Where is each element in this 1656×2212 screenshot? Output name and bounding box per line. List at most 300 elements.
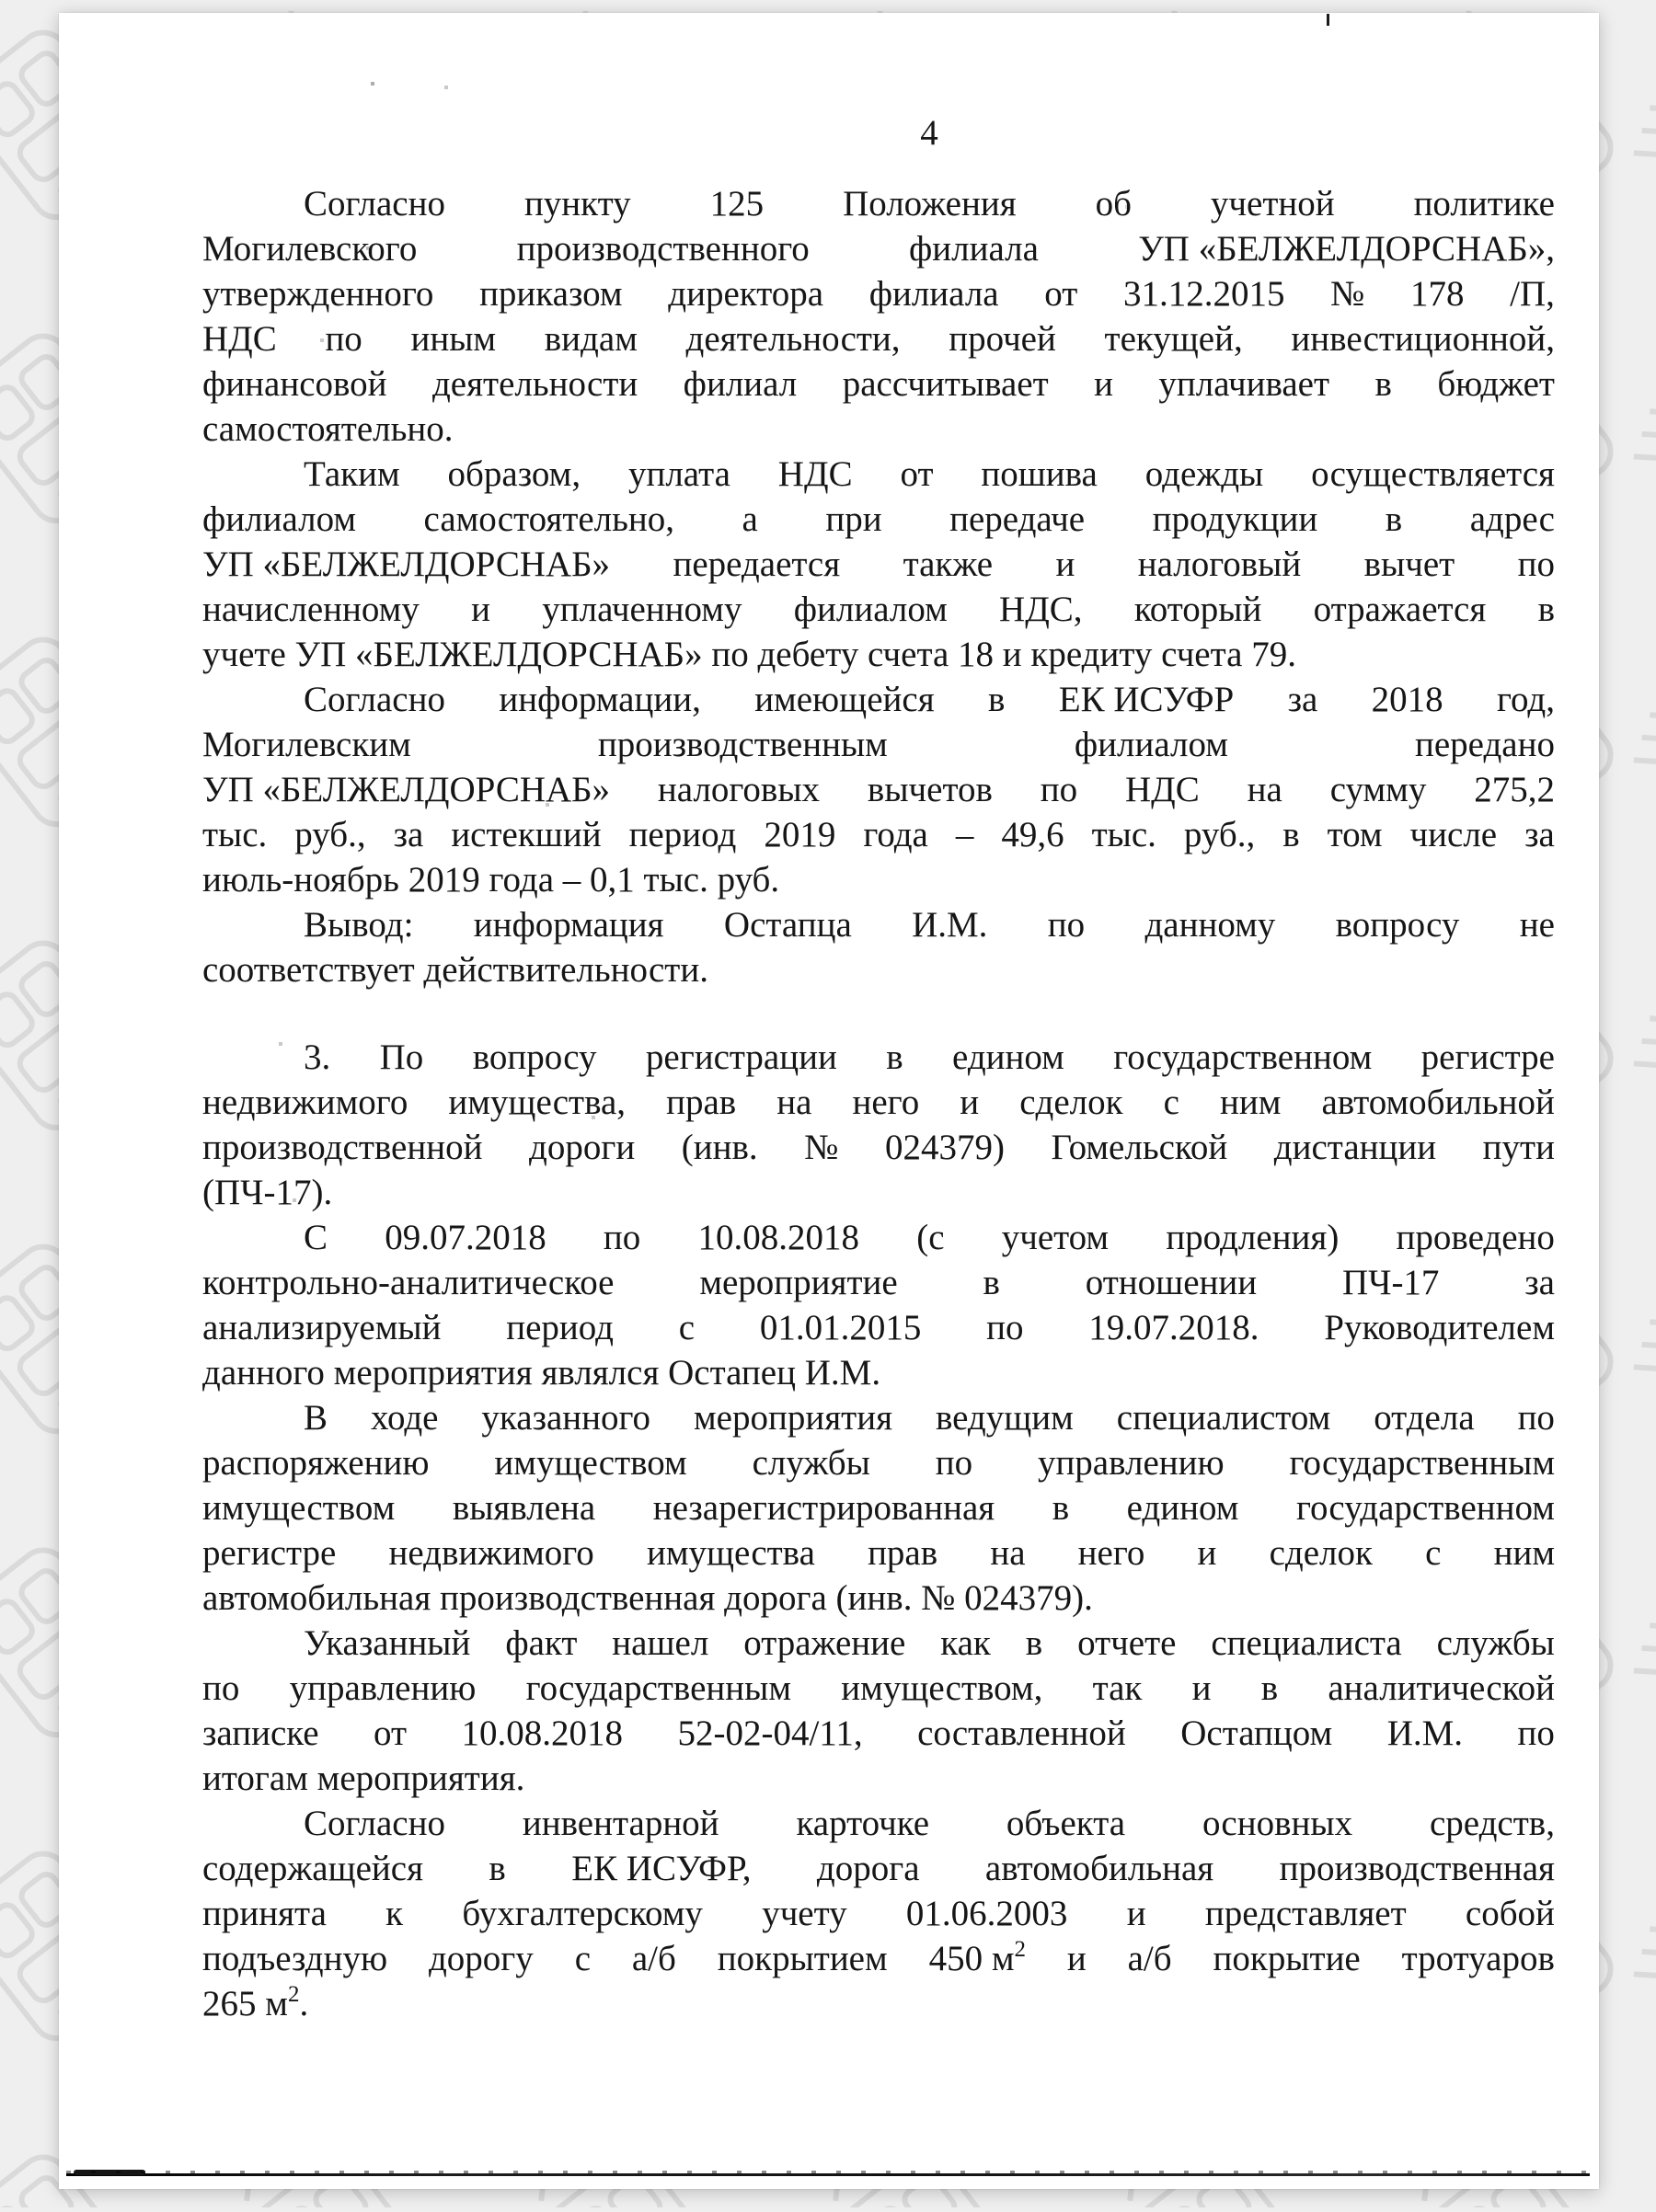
text-word: представляет (1204, 1894, 1407, 1933)
text-line (202, 1801, 1555, 1846)
text-line (202, 1981, 1555, 2026)
text-word: год, (1496, 680, 1555, 719)
text-line (202, 1035, 1555, 1080)
text-word: уплачивает (1158, 364, 1330, 404)
text-word: Руководителем (1324, 1308, 1555, 1347)
text-word: года (863, 815, 928, 854)
text-word: 178 (1409, 274, 1465, 314)
text-word: едином (952, 1037, 1064, 1077)
text-word: соответствует действительности. (202, 950, 708, 990)
text-word: И.М. (1386, 1713, 1464, 1753)
text-word: Согласно (304, 184, 445, 223)
text-word: службы (752, 1443, 870, 1483)
text-word: в (983, 1263, 1000, 1302)
text-word: передается (673, 544, 841, 584)
text-word: собой (1465, 1894, 1555, 1933)
text-word: имущества (646, 1533, 815, 1573)
text-word: иным (410, 319, 497, 359)
text-word: в (1025, 1623, 1043, 1663)
text-word: 3. (304, 1037, 331, 1077)
text-word: специалиста (1211, 1623, 1402, 1663)
text-word: имеющейся (754, 680, 935, 719)
text-word: 125 (709, 184, 765, 223)
text-word: в (1537, 590, 1555, 629)
text-word: прочей (949, 319, 1056, 359)
text-word: Могилевским (202, 725, 411, 764)
text-line (202, 1756, 1555, 1801)
text-word: Вывод: (304, 905, 414, 945)
text-word: подъездную (202, 1939, 388, 1978)
text-word: и (1126, 1894, 1146, 1933)
text-word: истекший (451, 815, 602, 854)
scan-bottom-line-artifact (66, 2173, 1590, 2176)
text-word: пункту (523, 184, 631, 223)
text-line (202, 1080, 1555, 1125)
text-word: объекта (1006, 1804, 1126, 1843)
text-word: данному (1144, 905, 1276, 945)
text-word: по (325, 319, 362, 359)
text-word: 450 $м^2$ (928, 1937, 1026, 1978)
text-word: рассчитывает (842, 364, 1049, 404)
text-word: № (1330, 274, 1365, 314)
text-word: покрытие (1213, 1939, 1361, 1978)
superscript-2: 2 (287, 1982, 300, 2007)
text-word: и (471, 590, 491, 629)
text-word: по (1517, 544, 1555, 584)
text-word: имуществом, (841, 1668, 1043, 1708)
text-word: По (379, 1037, 424, 1077)
scan-speck-artifacts (59, 13, 61, 15)
text-word: недвижимого (202, 1083, 408, 1122)
text-word: недвижимого (388, 1533, 594, 1573)
text-word: на (990, 1533, 1026, 1573)
text-word: службы (1436, 1623, 1555, 1663)
text-word: НДС (777, 454, 853, 494)
text-word: государственным (1289, 1443, 1555, 1483)
text-line (202, 1350, 1555, 1395)
text-word: 275,2 (1474, 770, 1555, 809)
text-word: осуществляется (1311, 454, 1555, 494)
text-word: 10.08.2018 (461, 1713, 624, 1753)
text-word: – (955, 815, 974, 854)
text-word: информации, (499, 680, 701, 719)
text-word: тротуаров (1401, 1939, 1555, 1978)
text-word: государственном (1295, 1488, 1555, 1528)
text-paragraph (202, 1801, 1555, 2026)
text-word: ведущим (935, 1398, 1074, 1438)
text-word: а (742, 499, 758, 539)
text-word: за (1524, 815, 1555, 854)
text-word: бухгалтерскому (462, 1894, 703, 1933)
text-word: пошива (981, 454, 1098, 494)
text-word: информация (473, 905, 664, 945)
text-word: при (825, 499, 882, 539)
text-line (202, 1395, 1555, 1440)
text-word: который (1133, 590, 1262, 629)
text-word: записке (202, 1713, 319, 1753)
text-line (202, 1846, 1555, 1891)
text-word: по (1047, 905, 1086, 945)
text-word: руб., (1183, 815, 1256, 854)
text-word: средств, (1429, 1804, 1555, 1843)
text-word: так (1092, 1668, 1143, 1708)
text-word: управлению (289, 1668, 477, 1708)
text-line (202, 1215, 1555, 1260)
text-word: по (1517, 1398, 1555, 1438)
text-word: самостоятельно, (423, 499, 675, 539)
text-word: специалистом (1116, 1398, 1331, 1438)
text-word: проведено (1396, 1218, 1555, 1257)
text-word: за (393, 815, 424, 854)
text-word: НДС (1125, 770, 1200, 809)
text-word: Таким (304, 454, 400, 494)
text-word: с (574, 1939, 591, 1978)
text-line (202, 1440, 1555, 1485)
text-word: Положения (843, 184, 1017, 223)
text-word: указанного (481, 1398, 651, 1438)
text-line (202, 677, 1555, 722)
text-word: с (678, 1308, 696, 1347)
text-word: деятельности (431, 364, 638, 404)
text-word: 52-02-04/11, (677, 1713, 863, 1753)
text-line (202, 1170, 1555, 1215)
text-word: том (1327, 815, 1383, 854)
text-word: пути (1482, 1128, 1555, 1167)
text-word: УП «БЕЛЖЕЛДОРСНАБ» (202, 770, 611, 809)
text-word: отчете (1077, 1623, 1177, 1663)
text-line (202, 407, 1555, 452)
text-word: (инв. (681, 1128, 758, 1167)
text-word: налоговый (1137, 544, 1302, 584)
text-word: дорогу (428, 1939, 534, 1978)
text-word: Указанный (304, 1623, 471, 1663)
text-word: продукции (1152, 499, 1318, 539)
text-word: не (1519, 905, 1555, 945)
text-word: имуществом (202, 1488, 396, 1528)
text-word: в (1385, 499, 1403, 539)
text-word: учетом (1001, 1218, 1110, 1257)
page-number: 4 (920, 113, 938, 153)
text-word: период (628, 815, 737, 854)
text-word: Гомельской (1051, 1128, 1228, 1167)
text-word: Согласно (304, 1804, 445, 1843)
superscript-2: 2 (1014, 1937, 1026, 1962)
text-word: контрольно-аналитическое (202, 1263, 615, 1302)
text-word: филиалом (1074, 725, 1228, 764)
text-word: карточке (796, 1804, 930, 1843)
text-word: по (935, 1443, 973, 1483)
text-word: и (1055, 544, 1075, 584)
text-word: автомобильной (1321, 1083, 1555, 1122)
text-word: Остапца (723, 905, 852, 945)
text-word: распоряжению (202, 1443, 430, 1483)
text-word: в (1282, 815, 1300, 854)
text-line (202, 1485, 1555, 1530)
text-line (202, 947, 1555, 992)
text-word: филиала (868, 274, 999, 314)
text-word: тыс. (202, 815, 268, 854)
text-word: 49,6 (1001, 815, 1064, 854)
text-word: по (603, 1218, 641, 1257)
text-word: 01.06.2003 (905, 1894, 1068, 1933)
text-paragraph (202, 181, 1555, 452)
text-word: /П, (1510, 274, 1555, 314)
text-line (202, 812, 1555, 857)
text-word: отношении (1085, 1263, 1258, 1302)
text-word: директора (668, 274, 824, 314)
text-word: в (1374, 364, 1392, 404)
text-paragraph (202, 1035, 1555, 1215)
text-word: филиалом (793, 590, 948, 629)
text-word: 2019 (764, 815, 836, 854)
text-word: анализируемый (202, 1308, 442, 1347)
text-word: 01.01.2015 (759, 1308, 922, 1347)
text-word: аналитической (1328, 1668, 1555, 1708)
text-word: деятельности, (685, 319, 901, 359)
document-page (59, 13, 1599, 2189)
text-word: приказом (479, 274, 623, 314)
text-word: дороги (529, 1128, 636, 1167)
text-word: С (304, 1218, 328, 1257)
text-word: 09.07.2018 (385, 1218, 546, 1257)
text-word: ходе (370, 1398, 439, 1438)
text-word: руб., (294, 815, 366, 854)
text-word: отражается (1313, 590, 1487, 629)
text-word: от (374, 1713, 408, 1753)
text-word: в (1052, 1488, 1070, 1528)
text-word: а/б (631, 1939, 676, 1978)
text-word: на (776, 1083, 812, 1122)
text-word: государственным (525, 1668, 792, 1708)
document-body (202, 181, 1555, 2026)
text-word: ним (1493, 1533, 1555, 1573)
text-word: филиал (683, 364, 798, 404)
text-word: № (804, 1128, 839, 1167)
text-line (202, 1125, 1555, 1170)
text-word: (ПЧ-17). (202, 1173, 333, 1212)
text-word: составленной (917, 1713, 1126, 1753)
text-word: и (1094, 364, 1113, 404)
text-line (202, 632, 1555, 677)
text-word: имущества, (448, 1083, 627, 1122)
text-word: него (852, 1083, 920, 1122)
text-word: выявлена (452, 1488, 596, 1528)
text-word: на (1247, 770, 1282, 809)
text-word: прав (666, 1083, 737, 1122)
text-word: автомобильная производственная дорога (инв. № 024379). (202, 1578, 1093, 1618)
text-word: Остапцом (1180, 1713, 1333, 1753)
text-word: за (1287, 680, 1318, 719)
text-word: регистре (202, 1533, 337, 1573)
text-word: вопросу (1335, 905, 1460, 945)
text-line (202, 1260, 1555, 1305)
text-word: за (1524, 1263, 1555, 1302)
text-word: учете УП «БЕЛЖЕЛДОРСНАБ» по дебету счета 18 и кредиту счета 79. (202, 635, 1296, 674)
text-word: филиала (909, 229, 1039, 269)
text-line (202, 316, 1555, 361)
text-word: 19.07.2018. (1088, 1308, 1259, 1347)
text-word: производственным (597, 725, 888, 764)
text-line (202, 1711, 1555, 1756)
text-word: итогам мероприятия. (202, 1759, 525, 1798)
text-line (202, 767, 1555, 812)
text-word: с (1425, 1533, 1442, 1573)
text-line (202, 497, 1555, 542)
text-word: текущей, (1104, 319, 1243, 359)
text-word: и (1066, 1939, 1087, 1978)
text-word: Могилевского (202, 229, 418, 269)
text-word: данного мероприятия являлся Остапец И.М. (202, 1353, 881, 1393)
text-word: к (385, 1894, 404, 1933)
text-word: государственном (1113, 1037, 1373, 1077)
text-word: уплаченному (542, 590, 742, 629)
text-word: политике (1413, 184, 1555, 223)
text-word: в (886, 1037, 903, 1077)
text-word: налоговых (657, 770, 821, 809)
text-line (202, 587, 1555, 632)
text-word: отражение (743, 1623, 906, 1663)
text-word: прав (868, 1533, 938, 1573)
text-line (202, 1666, 1555, 1711)
text-word: также (903, 544, 994, 584)
text-word: сделок (1269, 1533, 1373, 1573)
text-paragraph (202, 452, 1555, 677)
text-word: дорога (816, 1849, 920, 1888)
text-paragraph (202, 1395, 1555, 1621)
text-word: в (988, 680, 1006, 719)
text-word: НДС, (999, 590, 1083, 629)
text-word: сумму (1329, 770, 1427, 809)
text-line (202, 1621, 1555, 1666)
text-word: ЕК ИСУФР (1058, 680, 1235, 719)
text-word: И.М. (912, 905, 988, 945)
text-word: принята (202, 1894, 327, 1933)
text-word: вопросу (472, 1037, 597, 1077)
text-word: вычетов (867, 770, 993, 809)
text-word: тыс. (1091, 815, 1156, 854)
text-word: продления) (1166, 1218, 1340, 1257)
text-word: нашел (612, 1623, 709, 1663)
text-word: в (1260, 1668, 1279, 1708)
text-word: инвентарной (522, 1804, 719, 1843)
text-line (202, 857, 1555, 902)
text-line (202, 271, 1555, 316)
text-word: дистанции (1273, 1128, 1437, 1167)
text-word: вычет (1363, 544, 1455, 584)
text-word: с (1163, 1083, 1179, 1122)
text-word: самостоятельно. (202, 409, 454, 449)
text-word: передаче (949, 499, 1086, 539)
text-word: а/б (1127, 1939, 1172, 1978)
text-paragraph (202, 1621, 1555, 1801)
text-word: УП «БЕЛЖЕЛДОРСНАБ», (1138, 229, 1555, 269)
text-word: 2018 (1371, 680, 1443, 719)
text-word: 31.12.2015 (1122, 274, 1285, 314)
text-word: видам (544, 319, 638, 359)
text-word: регистрации (645, 1037, 837, 1077)
text-word: по (1517, 1713, 1555, 1753)
text-word: производственного (516, 229, 810, 269)
text-word: ЕК ИСУФР, (571, 1849, 752, 1888)
text-word: покрытием (717, 1939, 888, 1978)
text-word: В (304, 1398, 328, 1438)
text-line (202, 226, 1555, 271)
text-line (202, 1576, 1555, 1621)
text-word: 024379) (884, 1128, 1005, 1167)
text-word: 10.08.2018 (697, 1218, 859, 1257)
text-word: образом, (447, 454, 581, 494)
text-word: незарегистрированная (652, 1488, 995, 1528)
page-content (202, 13, 1555, 2026)
text-line (202, 361, 1555, 407)
text-word: учетной (1210, 184, 1335, 223)
text-word: бюджет (1437, 364, 1555, 404)
text-word: финансовой (202, 364, 387, 404)
text-paragraph (202, 677, 1555, 902)
text-word: в (489, 1849, 506, 1888)
text-word: передано (1414, 725, 1555, 764)
text-word: период (506, 1308, 615, 1347)
text-word: сделок (1019, 1083, 1123, 1122)
text-word: отдела (1374, 1398, 1475, 1438)
text-word: управлению (1037, 1443, 1225, 1483)
text-word: имуществом (494, 1443, 687, 1483)
text-word: производственной (202, 1128, 483, 1167)
text-word: от (900, 454, 934, 494)
text-word: едином (1126, 1488, 1239, 1528)
text-word: ним (1219, 1083, 1282, 1122)
text-word: мероприятия (693, 1398, 893, 1438)
text-word: адрес (1469, 499, 1555, 539)
text-word: учету (762, 1894, 847, 1933)
text-word: него (1077, 1533, 1145, 1573)
text-line (202, 1530, 1555, 1576)
text-line (202, 722, 1555, 767)
text-word: инвестиционной, (1291, 319, 1555, 359)
text-word: по (986, 1308, 1024, 1347)
text-word: по (1040, 770, 1078, 809)
text-word: НДС (202, 319, 277, 359)
text-line (202, 1891, 1555, 1936)
text-word: автомобильная (984, 1849, 1214, 1888)
text-line (202, 902, 1555, 947)
text-word: производственная (1279, 1849, 1555, 1888)
text-word: и (960, 1083, 980, 1122)
text-word: Согласно (304, 680, 445, 719)
text-line (202, 452, 1555, 497)
text-word: от (1044, 274, 1078, 314)
text-word: и (1197, 1533, 1217, 1573)
text-word: июль-ноябрь 2019 года – 0,1 тыс. руб. (202, 860, 780, 900)
text-word: 265 $м^2$. (202, 1982, 309, 2023)
text-word: одежды (1144, 454, 1264, 494)
text-word: об (1095, 184, 1132, 223)
text-word: по (202, 1668, 240, 1708)
text-word: утвержденного (202, 274, 434, 314)
text-line (202, 1936, 1555, 1981)
text-word: начисленному (202, 590, 420, 629)
text-word: основных (1202, 1804, 1353, 1843)
text-paragraph (202, 1215, 1555, 1395)
text-line (202, 542, 1555, 587)
text-line (202, 181, 1555, 226)
text-word: (с (916, 1218, 945, 1257)
text-paragraph (202, 902, 1555, 992)
text-word: филиалом (202, 499, 357, 539)
text-word: уплата (627, 454, 730, 494)
text-word: содержащейся (202, 1849, 424, 1888)
text-word: регистре (1420, 1037, 1555, 1077)
